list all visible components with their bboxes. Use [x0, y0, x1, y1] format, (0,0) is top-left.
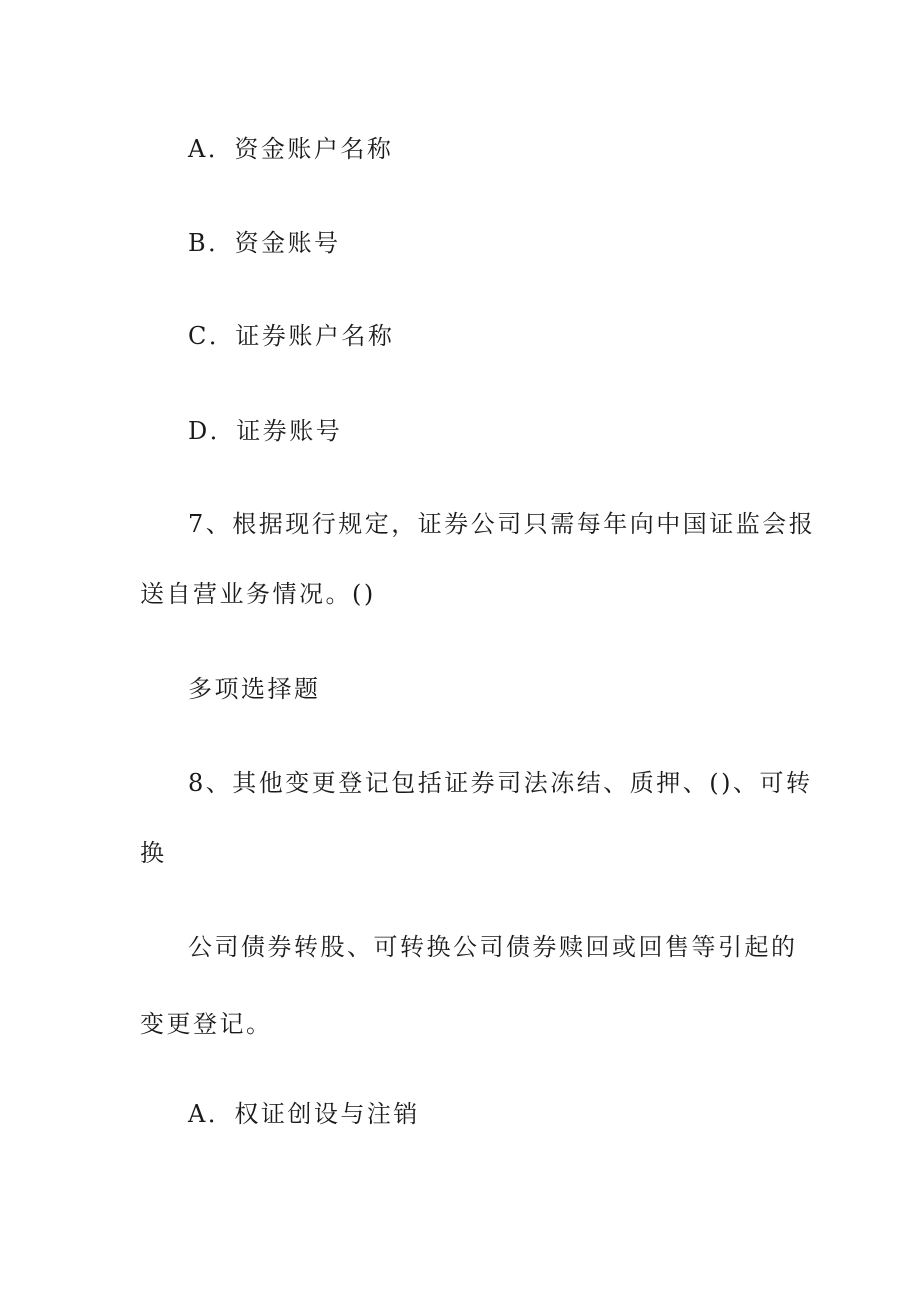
option-b-fund-account-number: B．资金账号: [188, 229, 341, 257]
question-8-line-1: 8、其他变更登记包括证券司法冻结、质押、()、可转: [188, 769, 813, 797]
option-c-securities-account-name: C．证券账户名称: [188, 322, 395, 350]
section-heading-multiple-choice: 多项选择题: [188, 675, 321, 703]
question-8-line-2: 换: [140, 839, 167, 867]
option-a-fund-account-name: A．资金账户名称: [188, 135, 394, 163]
option-a-warrant-creation: A．权证创设与注销: [188, 1100, 420, 1128]
question-8-line-4: 变更登记。: [140, 1010, 273, 1038]
question-8-line-3: 公司债券转股、可转换公司债券赎回或回售等引起的: [188, 933, 798, 961]
option-d-securities-account-number: D．证券账号: [188, 417, 343, 445]
question-7-line-2: 送自营业务情况。(): [140, 580, 376, 608]
question-7-line-1: 7、根据现行规定，证券公司只需每年向中国证监会报: [188, 510, 816, 538]
